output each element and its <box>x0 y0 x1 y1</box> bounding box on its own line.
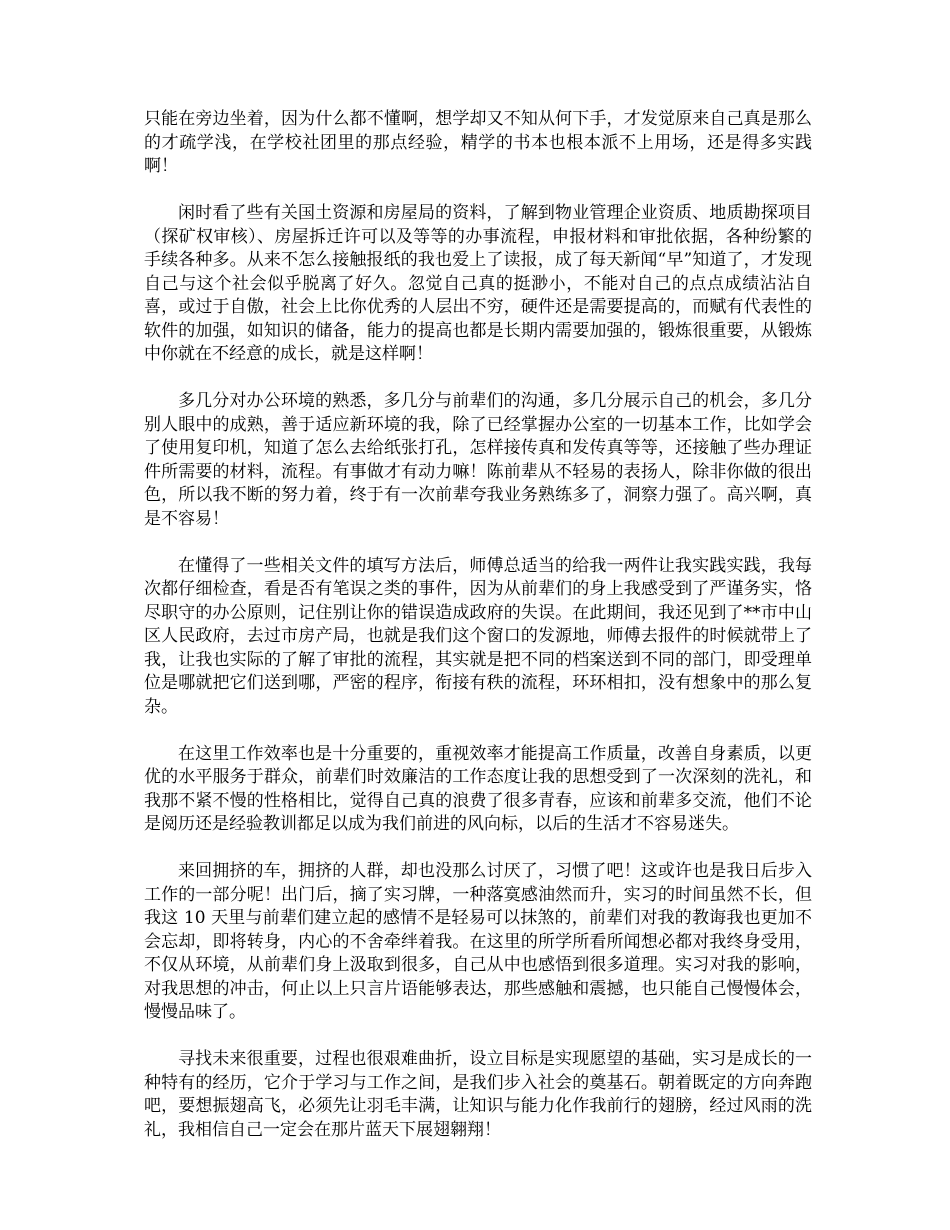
paragraph-work-efficiency: 在这里工作效率也是十分重要的，重视效率才能提高工作质量，改善自身素质，以更优的水平服务于群众，前辈们时效廉洁的工作态度让我的思想受到了一次深刻的洗礼，和我那不紧不慢的性格相比，觉得自己真的浪费了很多青春，应该和前辈多交流，他们不论是阅历还是经验教训都足以成为我们前进的风向标，以后的生活才不容易迷失。 <box>144 743 812 834</box>
paragraph-reading-materials: 闲时看了些有关国土资源和房屋局的资料，了解到物业管理企业资质、地质勘探项目（探矿权审核）、房屋拆迁许可以及等等的办事流程，申报材料和审批依据，各种纷繁的手续各种多。从来不怎么接触报纸的我也爱上了读报，成了每天新闻“早”知道了，才发现自己与这个社会似乎脱离了好久。忽觉自己真的挺渺小，不能对自己的点点成绩沾沾自喜，或过于自傲，社会上比你优秀的人层出不穷，硬件还是需要提高的，而赋有代表性的软件的加强，如知识的储备，能力的提高也都是长期内需要加强的，锻炼很重要，从锻炼中你就在不经意的成长，就是这样啊！ <box>144 203 812 364</box>
paragraph-office-environment: 多几分对办公环境的熟悉，多几分与前辈们的沟通，多几分展示自己的机会，多几分别人眼中的成熟，善于适应新环境的我，除了已经掌握办公室的一切基本工作，比如学会了使用复印机，知道了怎么去给纸张打孔，怎样接传真和发传真等等，还接触了些办理证件所需要的材料，流程。有事做才有动力嘛！陈前辈从不轻易的表扬人，除非你做的很出色，所以我不断的努力着，终于有一次前辈夸我业务熟练多了，洞察力强了。高兴啊，真是不容易！ <box>144 391 812 529</box>
paragraph-filling-documents: 在懂得了一些相关文件的填写方法后，师傅总适当的给我一两件让我实践实践，我每次都仔细检查，看是否有笔误之类的事件，因为从前辈们的身上我感受到了严谨务实，恪尽职守的办公原则，记住别让你的错误造成政府的失误。在此期间，我还见到了**市中山区人民政府，去过市房产局，也就是我们这个窗口的发源地，师傅去报件的时候就带上了我，让我也实际的了解了审批的流程，其实就是把不同的档案送到不同的部门，即受理单位是哪就把它们送到哪，严密的程序，衔接有秩的流程，环环相扣，没有想象中的那么复杂。 <box>144 555 812 717</box>
document-body <box>144 108 812 1166</box>
paragraph-future-goals: 寻找未来很重要，过程也很艰难曲折，设立目标是实现愿望的基础，实习是成长的一种特有的经历，它介于学习与工作之间，是我们步入社会的奠基石。朝着既定的方向奔跑吧，要想振翅高飞，必须先让羽毛丰满，让知识与能力化作我前行的翅膀，经过风雨的洗礼，我相信自己一定会在那片蓝天下展翅翱翔！ <box>144 1049 812 1140</box>
paragraph-farewell: 来回拥挤的车，拥挤的人群，却也没那么讨厌了，习惯了吧！这或许也是我日后步入工作的一部分呢！出门后，摘了实习牌，一种落寞感油然而升，实习的时间虽然不长，但我这 10 天里与前辈们建立起的感情不是轻易可以抹煞的，前辈们对我的教诲我也更加不会忘却，即将转身，内心的不舍牵绊着我。在这里的所学所看所闻想必都对我终身受用，不仅从环境，从前辈们身上汲取到很多，自己从中也感悟到很多道理。实习对我的影响，对我思想的冲击，何止以上只言片语能够表达，那些感触和震撼，也只能自己慢慢体会，慢慢品味了。 <box>144 861 812 1022</box>
paragraph-continuation: 只能在旁边坐着，因为什么都不懂啊，想学却又不知从何下手，才发觉原来自己真是那么的才疏学浅，在学校社团里的那点经验，精学的书本也根本派不上用场，还是得多实践啊！ <box>144 109 812 176</box>
